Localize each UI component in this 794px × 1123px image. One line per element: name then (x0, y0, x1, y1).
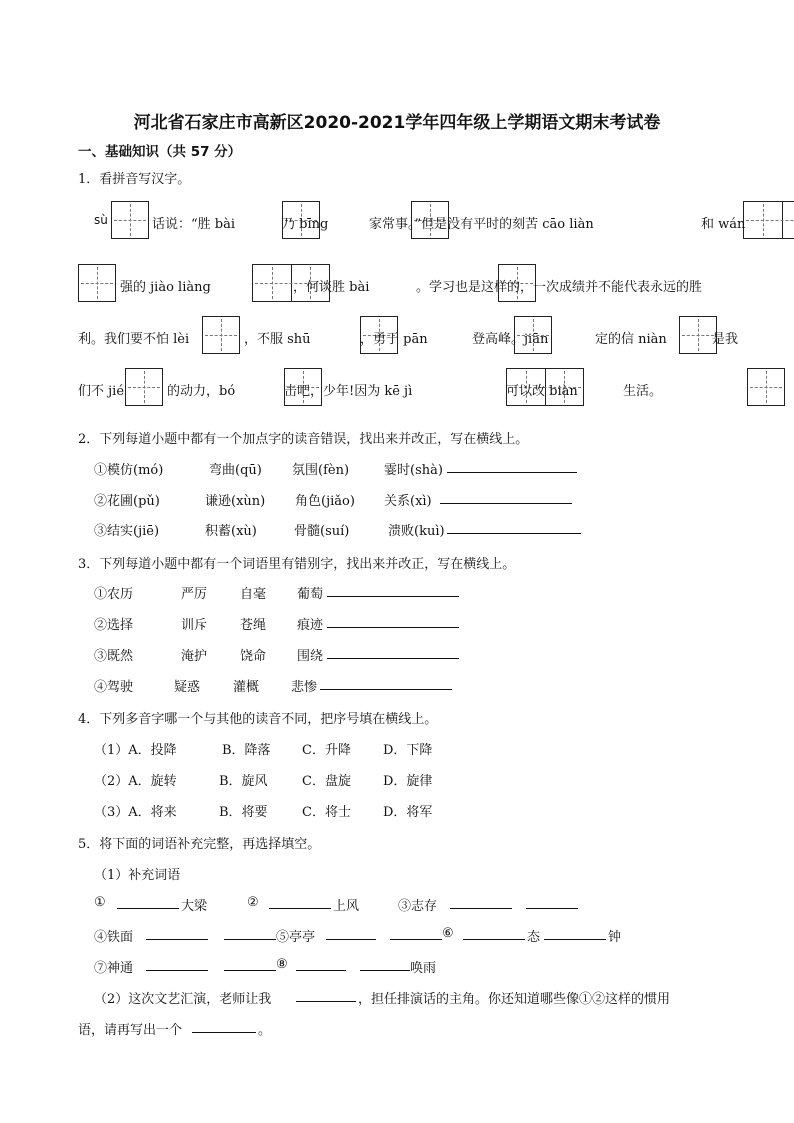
q1-text: 乃 bīng (282, 217, 329, 232)
question-1-label: 1．看拼音写汉字。 (78, 172, 191, 187)
q5-subheading: （1）补充词语 (94, 868, 181, 883)
q3-item: 灌概 (233, 680, 260, 695)
q5-text: 大梁 (181, 899, 208, 914)
q2-item: ②花圃(pǔ) (94, 494, 160, 509)
q3-item: 苍绳 (240, 618, 267, 633)
q3-item: ③既然 (94, 649, 134, 664)
q3-item: 训斥 (181, 618, 208, 633)
q2-item: 弯曲(qū) (209, 463, 262, 478)
q4-option: B．旋风 (219, 774, 268, 789)
q3-item: 痕迹 (297, 618, 324, 633)
answer-line[interactable] (320, 675, 452, 690)
q5-text: ，担任排演话的主角。你还知道哪些像①②这样的惯用 (358, 992, 671, 1007)
q4-option: （1）A．投降 (94, 743, 177, 758)
question-3-label: 3．下列每道小题中都有一个词语里有错别字，找出来并改正，写在横线上。 (78, 557, 516, 572)
q5-text: 上风 (333, 899, 360, 914)
q2-item: ③结实(jiē) (94, 524, 160, 539)
q3-item: 饶命 (240, 649, 267, 664)
page-title: 河北省石家庄市高新区2020-2021学年四年级上学期语文期末考试卷 (133, 113, 661, 133)
answer-line[interactable] (447, 458, 577, 473)
q5-text: 态 (527, 930, 541, 945)
question-5-label: 5．将下面的词语补充完整，再选择填空。 (78, 837, 321, 852)
q2-item: ①模仿(mó) (94, 463, 164, 478)
q3-item: 严厉 (181, 587, 208, 602)
q4-option: C．升降 (302, 743, 351, 758)
q2-item: 骨髓(suí) (294, 524, 350, 539)
q2-item: 氛围(fèn) (292, 463, 350, 478)
q1-text: 生活。 (623, 384, 663, 399)
q5-text: ③志存 (398, 899, 438, 914)
q3-item: ①农历 (94, 587, 134, 602)
q5-text: ⑧ (276, 957, 288, 972)
answer-line[interactable] (327, 644, 459, 659)
q1-text: 们不 jié (78, 384, 125, 399)
answer-line[interactable] (390, 925, 442, 940)
q4-option: B．降落 (222, 743, 271, 758)
q1-text: 和 wán (701, 217, 746, 232)
q1-text: ，何谈胜 bài (293, 280, 370, 295)
q1-text: 。学习也是这样的，一次成绩并不能代表永远的胜 (416, 280, 703, 295)
q4-option: （2）A．旋转 (94, 774, 177, 789)
q3-item: 自毫 (240, 587, 267, 602)
q4-option: D．下降 (383, 743, 433, 758)
q4-option: D．旋律 (383, 774, 433, 789)
q1-text: 是我 (712, 332, 739, 347)
answer-line[interactable] (463, 925, 525, 940)
answer-line[interactable] (326, 925, 376, 940)
q3-item: ④驾驶 (94, 680, 134, 695)
answer-line[interactable] (544, 925, 606, 940)
q1-text: ，不服 shū (244, 332, 311, 347)
q1-text: sù (94, 213, 108, 227)
q1-row-4 (0, 368, 794, 408)
q3-item: ②选择 (94, 618, 134, 633)
q3-item: 疑惑 (174, 680, 201, 695)
q5-text: ② (247, 895, 259, 910)
answer-line[interactable] (447, 519, 581, 534)
q2-item: 积蓄(xù) (205, 524, 257, 539)
q2-item: 溃败(kuì) (388, 524, 445, 539)
q2-item: 角色(jiǎo) (295, 494, 355, 509)
answer-line[interactable] (360, 956, 410, 971)
answer-box[interactable] (747, 368, 785, 406)
q4-option: D．将军 (383, 805, 433, 820)
answer-box-double[interactable] (743, 201, 794, 239)
q3-item: 葡萄 (297, 587, 324, 602)
question-2-label: 2．下列每道小题中都有一个加点字的读音错误，找出来并改正，写在横线上。 (78, 432, 529, 447)
answer-line[interactable] (224, 925, 276, 940)
answer-line[interactable] (296, 956, 346, 971)
answer-line[interactable] (117, 894, 179, 909)
answer-line[interactable] (269, 894, 331, 909)
q1-text: 强的 jiào liàng (120, 280, 211, 295)
answer-line[interactable] (224, 956, 276, 971)
q2-item: 谦逊(xùn) (205, 494, 266, 509)
answer-line[interactable] (296, 987, 356, 1002)
q4-option: （3）A．将来 (94, 805, 177, 820)
q1-text: 的动力，bó (167, 384, 236, 399)
answer-line[interactable] (440, 489, 572, 504)
q5-text: ① (94, 895, 106, 910)
q5-text: ⑥ (442, 926, 454, 941)
answer-box[interactable] (202, 316, 240, 354)
section-heading: 一、基础知识（共 57 分） (78, 144, 242, 160)
q1-text: 登高峰。jiān (472, 332, 549, 347)
q4-option: B．将要 (219, 805, 268, 820)
answer-box[interactable] (78, 264, 116, 302)
q3-item: 悲惨 (291, 680, 318, 695)
q1-text: 利。我们要不怕 lèi (78, 332, 190, 347)
q5-text: ④铁面 (94, 930, 134, 945)
answer-line[interactable] (146, 925, 208, 940)
q1-row-1 (0, 201, 794, 241)
q1-row-2 (0, 264, 794, 304)
q5-text: ⑦神通 (94, 961, 134, 976)
q4-option: C．盘旋 (302, 774, 351, 789)
q5-text: （2）这次文艺汇演，老师让我 (94, 992, 272, 1007)
q1-row-3 (0, 316, 794, 356)
q5-text: 语，请再写出一个 (78, 1023, 183, 1038)
answer-line[interactable] (450, 894, 512, 909)
question-4-label: 4．下列多音字哪一个与其他的读音不同，把序号填在横线上。 (78, 712, 438, 727)
q1-text: 家常事。”但是没有平时的刻苦 cāo liàn (369, 217, 594, 232)
answer-box[interactable] (111, 201, 149, 239)
answer-line[interactable] (146, 956, 208, 971)
q2-item: 关系(xì) (384, 494, 432, 509)
q2-item: 霎时(shà) (384, 463, 443, 478)
answer-line[interactable] (327, 582, 459, 597)
answer-line[interactable] (327, 613, 459, 628)
q1-text: 定的信 niàn (595, 332, 667, 347)
q5-text: 。 (258, 1023, 272, 1038)
q3-item: 淹护 (181, 649, 208, 664)
q1-text: ，勇于 pān (360, 332, 428, 347)
q3-item: 围绕 (297, 649, 324, 664)
answer-box[interactable] (125, 368, 163, 406)
q5-text: ⑤亭亭 (276, 930, 316, 945)
q4-option: C．将士 (302, 805, 351, 820)
q5-text: 唤雨 (410, 961, 437, 976)
answer-line[interactable] (192, 1018, 256, 1033)
answer-line[interactable] (526, 894, 578, 909)
q5-text: 钟 (608, 930, 622, 945)
q1-text: 话说：“胜 bài (152, 217, 236, 232)
q1-text: 击吧，少年!因为 kē jì (284, 384, 413, 399)
q1-text: 可以改 biàn (506, 384, 578, 399)
